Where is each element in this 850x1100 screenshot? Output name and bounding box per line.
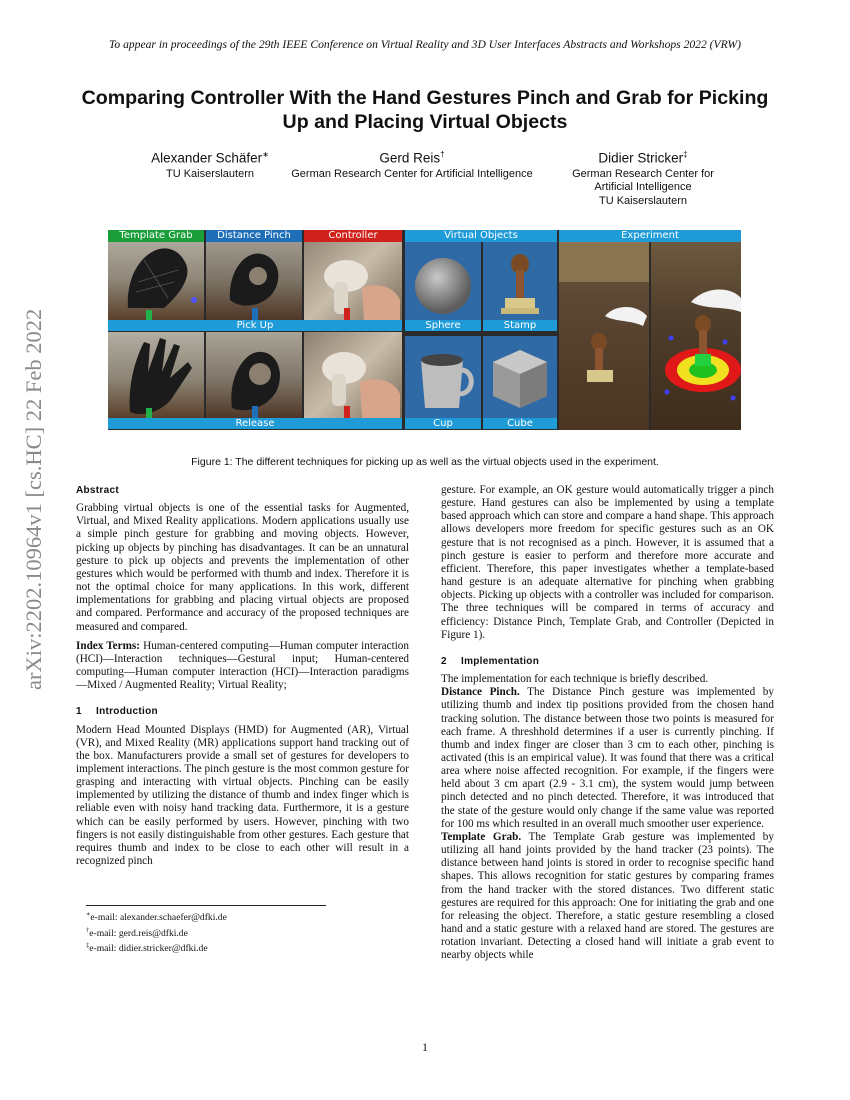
author-name: Didier Stricker — [598, 150, 684, 166]
paper-title — [60, 86, 790, 134]
section-1-text: Modern Head Mounted Displays (HMD) for Augmented (AR), Virtual (VR), and Mixed Reality (MR) applications support hand tracking out of the box. Manufacturers provide a small set of gestures for developers to implement interactions. The pinch gesture is the most common gesture for grasping and interacting with virtual objects. Pinching can be easily implemented by utilizing the distance of thumb and index finger which is reliable even with noisy hand tracking data. Furthermore, it is a gesture which can be easily performed by users. However, pinching with two fingers is not easily distinguishable from other gestures. Each gesture that requires thumb and index to be close to each other will result in a recognized pinch — [76, 723, 409, 868]
label-sphere: Sphere — [405, 320, 481, 331]
cube-icon — [483, 336, 557, 420]
author-affiliation: German Research Center for Artificial Intelligence — [291, 167, 533, 180]
experiment-image-left — [559, 242, 649, 430]
experiment-image-right — [651, 242, 741, 430]
controller-icon — [304, 230, 402, 320]
arxiv-stamp — [12, 290, 56, 690]
controller-pickup-image — [304, 230, 402, 320]
section-2-heading — [441, 655, 774, 668]
template-grab-label: Template Grab. — [441, 830, 522, 843]
label-release: Release — [108, 418, 402, 429]
author-mark: † — [440, 150, 445, 159]
figure-1 — [108, 230, 741, 430]
section-2-number: 2 — [441, 655, 447, 667]
index-terms-label: Index Terms: — [76, 639, 141, 652]
footnotes — [86, 909, 406, 956]
pinch-hand-icon — [206, 230, 302, 320]
section-1-title: Introduction — [96, 706, 158, 718]
author-affiliation: TU Kaiserslautern — [165, 167, 255, 180]
template-grab-text: The Template Grab gesture was implemented by utilizing all hand joints provided by the hand tracker (23 points). The distance between hand joints is stored in order to recognise specific hand shapes. This allows recognition for static gestures by comparing frames from the hand tracker with the stored distances. Two different static gestures are required for this approach: One for initiating the grab and one for releasing the object. Therefore, a static gesture resembling a closed hand and a static gesture with a relaxed hand are stored. The gestures are rotation invariant. Detecting a closed hand will initiate a grab event to nearby objects while — [441, 830, 774, 962]
distance-pinch-release-image — [206, 332, 302, 418]
author-2 — [270, 146, 554, 181]
label-cup: Cup — [405, 418, 481, 429]
label-experiment: Experiment — [559, 230, 741, 242]
abstract-text: Grabbing virtual objects is one of the essential tasks for Augmented, Virtual, and Mixed Reality applications. Modern applications usually use a simple pinch gesture for grabbing and moving objects. However, picking up objects by pinching has disadvantages. It can be an unnatural gesture to pick up objects and prevents the implementation of other gestures which would be performed with thumb and index. Therefore it is not the optimal choice for many applications. In this work, different implementations for grabbing and placing virtual objects are proposed and compared. Performance and accuracy of the proposed techniques are measured and compared. — [76, 502, 409, 633]
label-pick-up: Pick Up — [108, 320, 402, 331]
venue-header: To appear in proceedings of the 29th IEEE Conference on Virtual Reality and 3D User Interfaces Abstracts and Workshops 2022 (VRW) — [109, 38, 741, 51]
template-grab-release-image — [108, 332, 204, 418]
section-2-intro: The implementation for each technique is briefly described. — [441, 673, 709, 686]
cup-icon — [405, 336, 481, 420]
title-line-2: Up and Placing Virtual Objects — [282, 111, 568, 133]
left-column — [76, 484, 409, 868]
author-mark: ‡ — [683, 150, 688, 159]
cube-object-image — [483, 336, 557, 420]
label-cube: Cube — [483, 418, 557, 429]
hand-mesh-icon — [108, 230, 204, 320]
section-1-heading — [76, 705, 409, 718]
label-controller: Controller — [304, 230, 402, 242]
experiment-scene-icon — [559, 242, 649, 430]
footnote-rule — [86, 905, 326, 906]
footnote-1: ∗e-mail: alexander.schaefer@dfki.de — [86, 911, 227, 924]
distance-pinch-pickup-image — [206, 230, 302, 320]
label-template-grab: Template Grab — [108, 230, 204, 242]
template-grab-pickup-image — [108, 230, 204, 320]
cup-object-image — [405, 336, 481, 420]
right-column — [441, 484, 774, 962]
distance-pinch-text: The Distance Pinch gesture was implemented by utilizing thumb and index tip positions provided from the chosen hand tracking solution. The distance between those two points is measured for each frame. A threshhold determines if a user is currently pinching. If thumb and index finger are closer than 3 cm to each other, pinching is activated (this is an empirical value). It was found that there was a critical area where noise affected recognition. For example, if the fingers were held about 3 cm apart (2.9 - 3.1 cm), the system would jump between pinch detected and no pinch detected. Therefore, it was introduced that the state of the gesture would only change if the same value was reported for 100 ms which resulted in an overall much smoother user experience. — [441, 686, 774, 830]
label-virtual-objects: Virtual Objects — [405, 230, 557, 242]
title-line-1: Comparing Controller With the Hand Gestures Pinch and Grab for Picking — [81, 87, 769, 109]
abstract-heading: Abstract — [76, 485, 119, 496]
intro-continued-text: gesture. For example, an OK gesture would automatically trigger a pinch gesture. Hand gestures can also be implemented by using a template based approach which can store and compare a hand shape. This approach allows developers more freedom for specific gestures such as an OK gesture that is not recognised as a pinch. However, it is assumed that a pinch gesture is easier to perform and therefore more accurate and efficient. Therefore, this paper investigates whether a template-based hand gesture is an adequate alternative for pinching when grabbing objects. Picking up objects with a controller was included for comparison. The three techniques will be compared in terms of accuracy and efficiency: Distance Pinch, Template Grab, and Controller (Depicted in Figure 1). — [441, 484, 774, 641]
pinch-open-hand-icon — [206, 332, 302, 418]
stamp-object-image — [483, 242, 557, 326]
arxiv-id: arXiv:2202.10964v1 [cs.HC] 22 Feb 2022 — [21, 308, 46, 690]
controller-release-icon — [304, 332, 402, 418]
author-mark: ∗ — [262, 150, 269, 159]
author-name: Alexander Schäfer — [151, 150, 263, 166]
page-number: 1 — [422, 1040, 428, 1054]
author-affiliation: Artificial Intelligence — [594, 181, 692, 193]
stamp-icon — [483, 242, 557, 326]
figure-caption: Figure 1: The different techniques for picking up as well as the virtual objects used in the experiment. — [191, 456, 659, 468]
author-3 — [556, 146, 730, 208]
section-2-title: Implementation — [461, 655, 540, 667]
sphere-icon — [405, 242, 481, 326]
footnote-3: ‡e-mail: didier.stricker@dfki.de — [86, 942, 208, 955]
author-name: Gerd Reis — [379, 150, 441, 166]
author-affiliation: TU Kaiserslautern — [598, 194, 688, 207]
label-stamp: Stamp — [483, 320, 557, 331]
footnote-2: †e-mail: gerd.reis@dfki.de — [86, 926, 188, 939]
sphere-object-image — [405, 242, 481, 326]
target-scene-icon — [651, 242, 741, 430]
index-terms-text: Human-centered computing—Human computer interaction (HCI)—Interaction techniques—Gestural input; Human-centered computing—Human computer interaction (HCI)—Interaction paradigms—Mixed / Augmented Reality; Virtual Reality; — [76, 639, 409, 692]
distance-pinch-label: Distance Pinch. — [441, 686, 520, 699]
section-1-number: 1 — [76, 706, 82, 718]
author-affiliation: German Research Center for — [572, 167, 714, 180]
controller-release-image — [304, 332, 402, 418]
open-hand-icon — [108, 332, 204, 418]
label-distance-pinch: Distance Pinch — [206, 230, 302, 242]
